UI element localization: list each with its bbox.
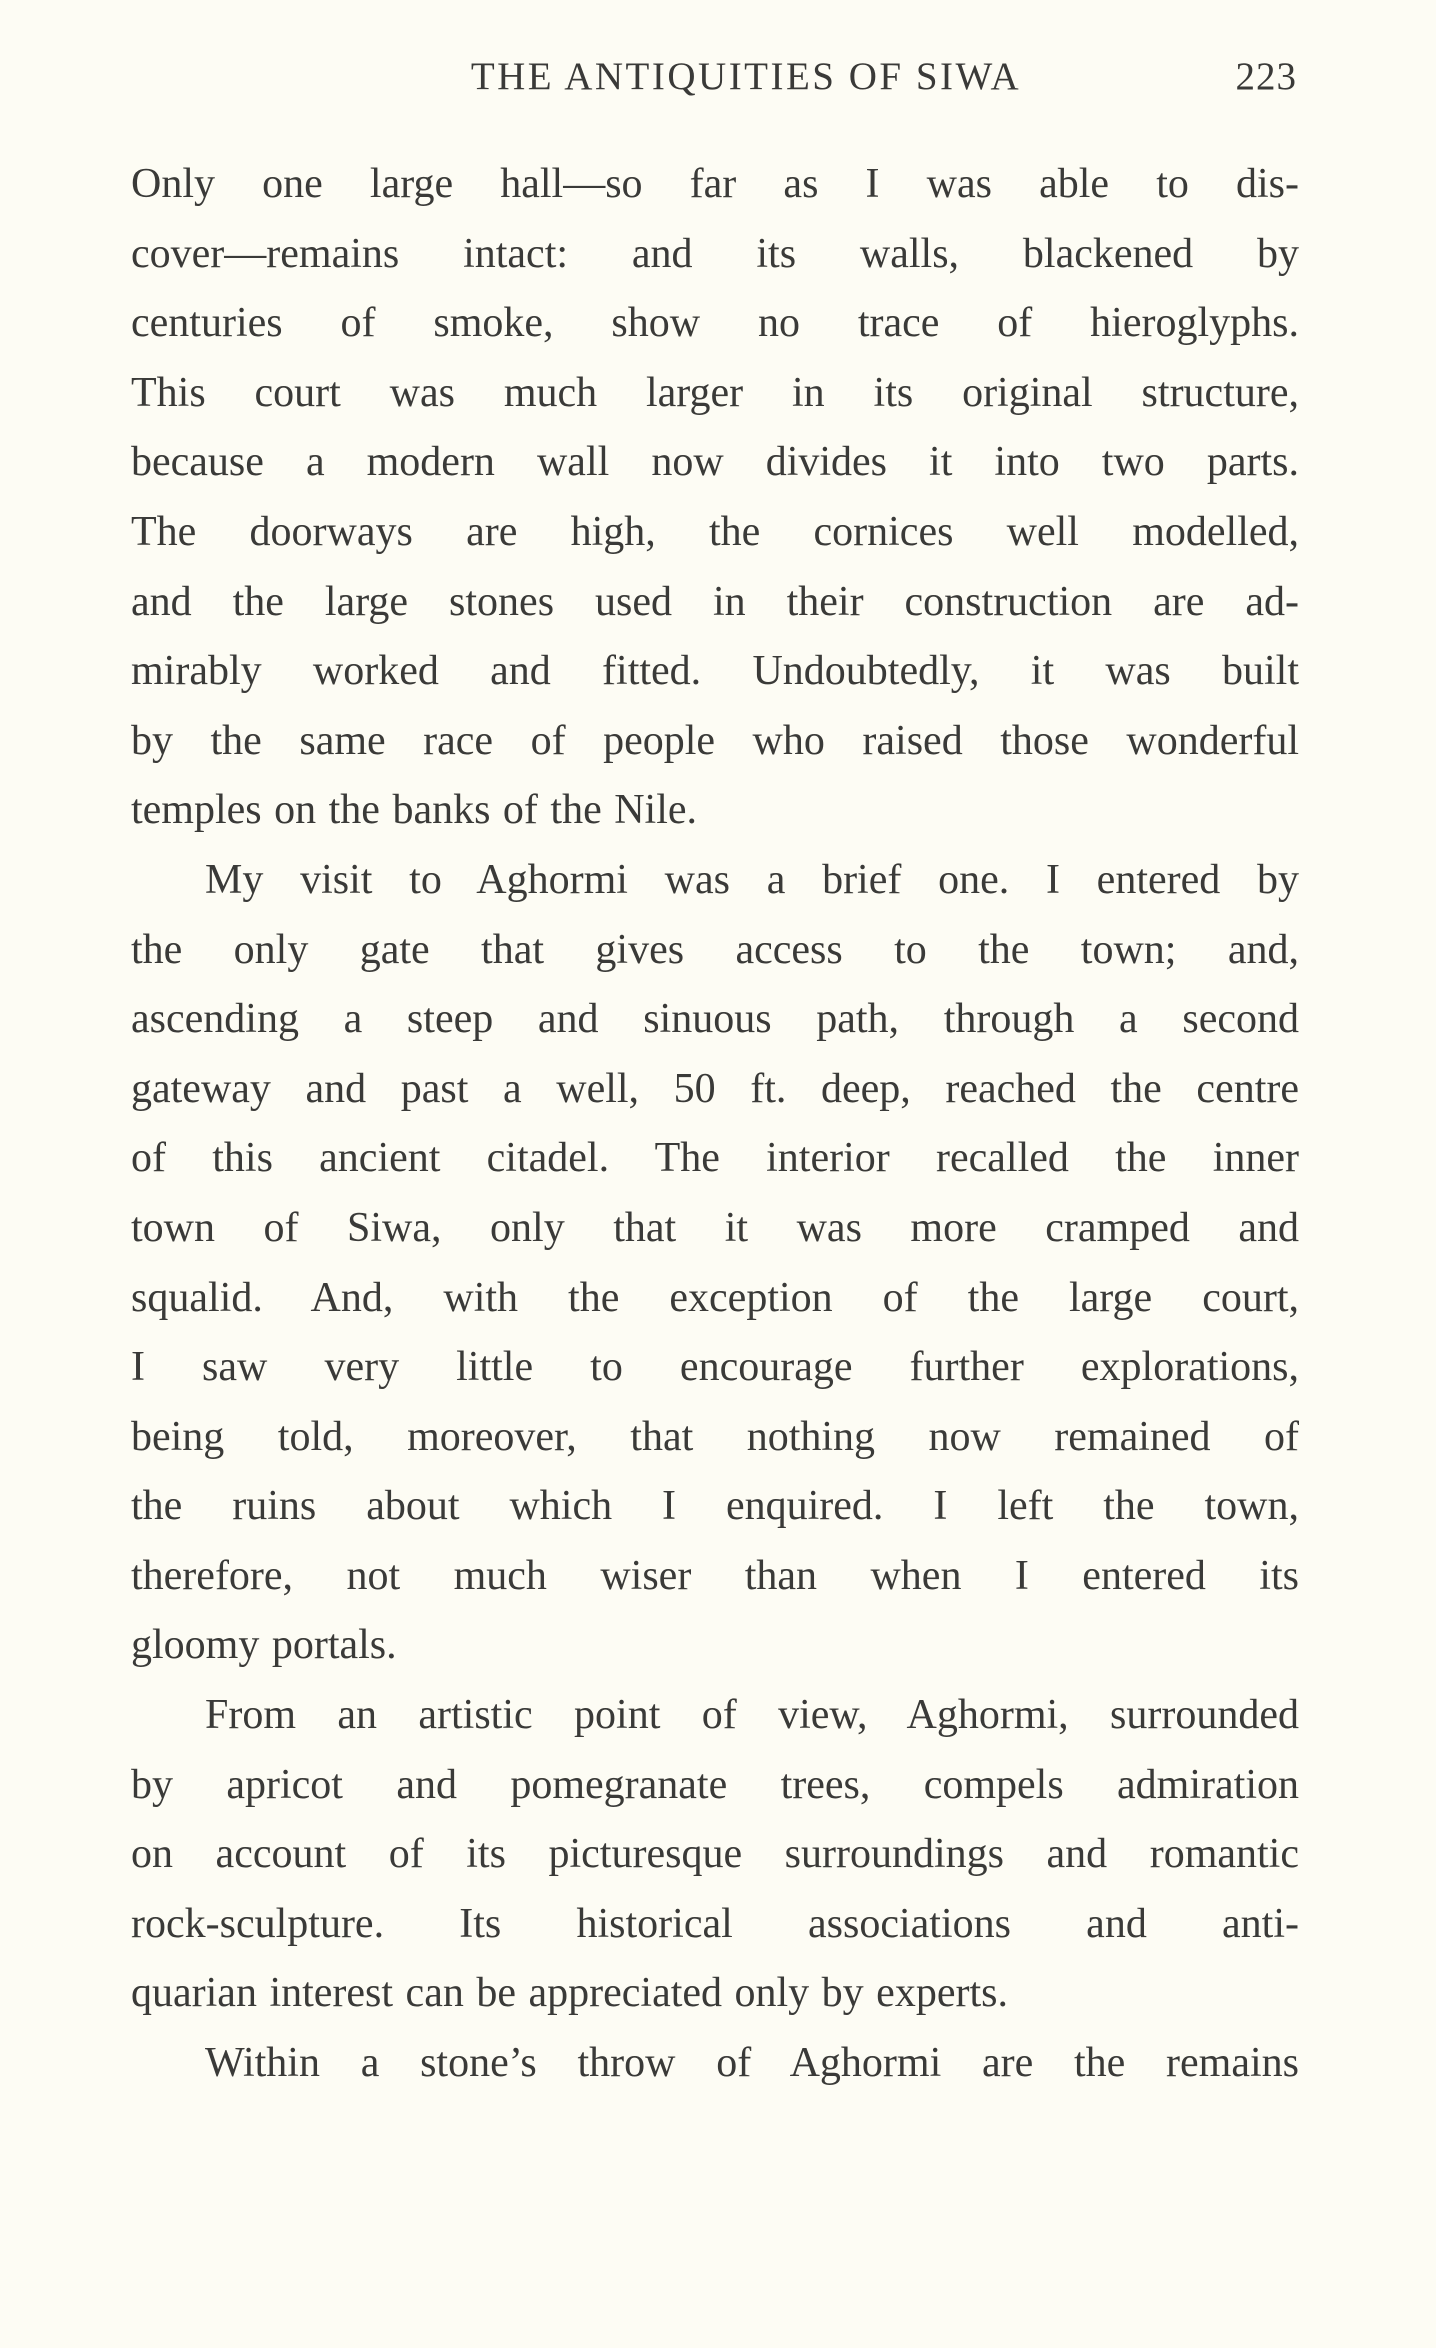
text-line: mirably worked and fitted. Undoubtedly, it was built bbox=[131, 648, 1299, 695]
text-line: This court was much larger in its original structure, bbox=[131, 369, 1299, 416]
running-head bbox=[131, 52, 1301, 102]
text-line: because a modern wall now divides it into two parts. bbox=[131, 439, 1299, 486]
text-line: by the same race of people who raised those wonderful bbox=[131, 717, 1299, 764]
text-line: quarian interest can be appreciated only by experts. bbox=[131, 1970, 1008, 2017]
text-line: by apricot and pomegranate trees, compels admiration bbox=[131, 1761, 1299, 1808]
text-line: Within a stone’s throw of Aghormi are the remains bbox=[205, 2040, 1299, 2087]
text-line: on account of its picturesque surroundings and romantic bbox=[131, 1831, 1299, 1878]
text-line: Only one large hall—so far as I was able to dis- bbox=[131, 161, 1299, 207]
running-title: THE ANTIQUITIES OF SIWA bbox=[470, 55, 1022, 98]
text-line: The doorways are high, the cornices well modelled, bbox=[131, 508, 1299, 555]
text-line: being told, moreover, that nothing now remained of bbox=[131, 1413, 1299, 1460]
text-line: temples on the banks of the Nile. bbox=[131, 787, 698, 834]
text-line: squalid. And, with the exception of the large court, bbox=[131, 1274, 1299, 1321]
text-line: From an artistic point of view, Aghormi, surrounded bbox=[205, 1692, 1299, 1739]
text-line: rock-sculpture. Its historical associations and anti- bbox=[131, 1900, 1299, 1947]
text-line: gateway and past a well, 50 ft. deep, reached the centre bbox=[131, 1065, 1299, 1112]
text-line: of this ancient citadel. The interior recalled the inner bbox=[131, 1135, 1299, 1182]
text-line: gloomy portals. bbox=[131, 1622, 397, 1669]
text-line: centuries of smoke, show no trace of hieroglyphs. bbox=[131, 300, 1299, 347]
page-number: 223 bbox=[1235, 55, 1297, 98]
text-line: My visit to Aghormi was a brief one. I entered by bbox=[205, 856, 1299, 903]
text-line: the ruins about which I enquired. I left the town, bbox=[131, 1483, 1299, 1530]
text-line: the only gate that gives access to the town; and, bbox=[131, 926, 1299, 973]
text-line: and the large stones used in their construction are ad- bbox=[131, 578, 1299, 625]
text-line: I saw very little to encourage further explorations, bbox=[131, 1344, 1299, 1391]
text-line: cover—remains intact: and its walls, blackened by bbox=[131, 230, 1299, 277]
text-line: town of Siwa, only that it was more cramped and bbox=[131, 1204, 1299, 1251]
text-line: ascending a steep and sinuous path, through a second bbox=[131, 996, 1299, 1043]
text-line: therefore, not much wiser than when I entered its bbox=[131, 1552, 1299, 1599]
body-text bbox=[131, 150, 1299, 2099]
